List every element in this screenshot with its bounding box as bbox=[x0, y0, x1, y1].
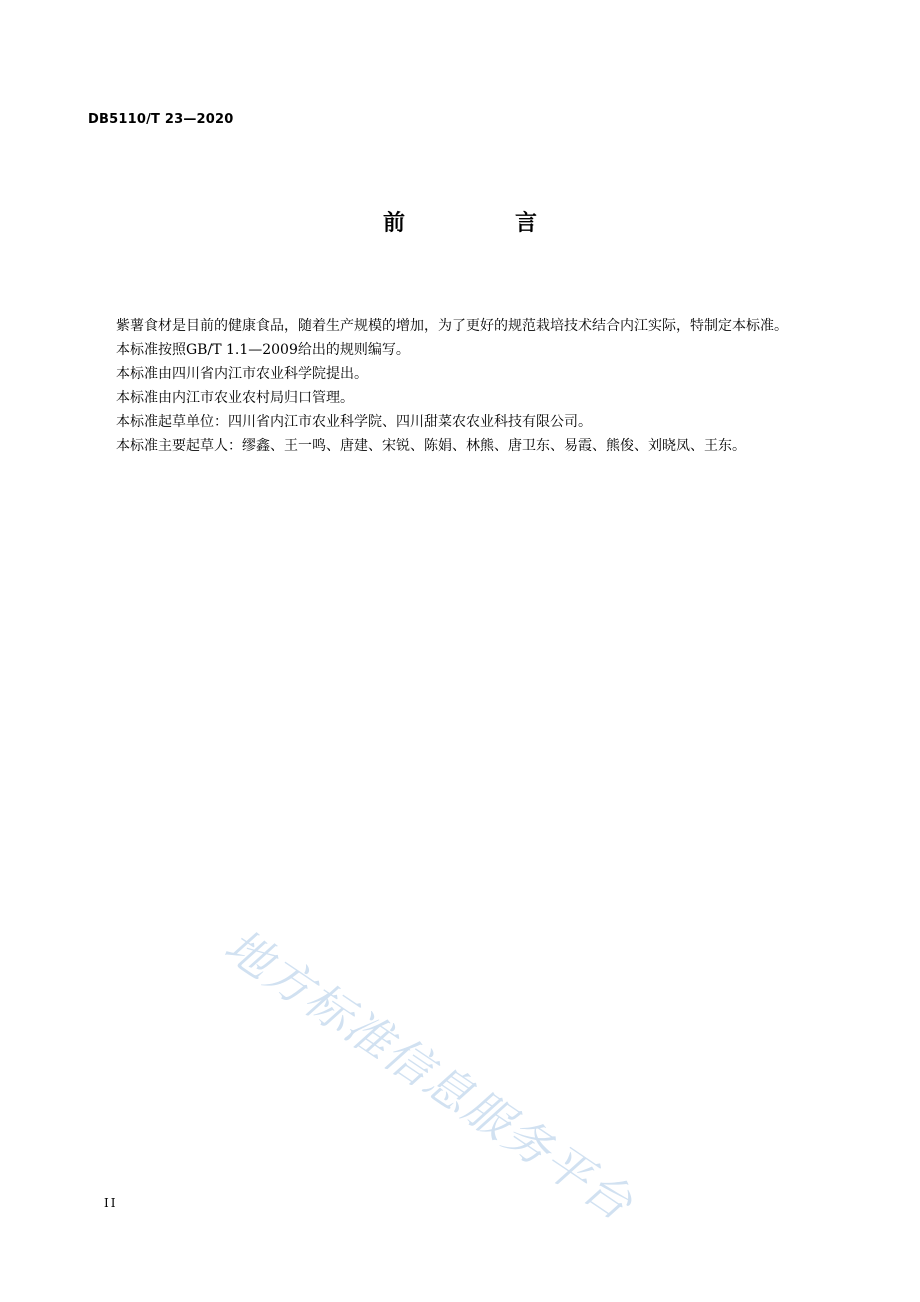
paragraph-proposer: 本标准由四川省内江市农业科学院提出。 bbox=[116, 366, 368, 382]
paragraph-drafters: 本标准主要起草人：缪鑫、王一鸣、唐建、宋锐、陈娟、林熊、唐卫东、易霞、熊俊、刘晓凤、王东。 bbox=[116, 438, 746, 454]
watermark: 地方标准信息服务平台 bbox=[215, 918, 644, 1232]
page-title: 前 言 bbox=[382, 211, 581, 236]
paragraph-intro: 紫薯食材是目前的健康食品，随着生产规模的增加，为了更好的规范栽培技术结合内江实际，特制定本标准。 bbox=[116, 318, 788, 334]
foreword-body bbox=[88, 314, 812, 458]
paragraph-drafting-rules: 本标准按照GB/T 1.1—2009给出的规则编写。 bbox=[116, 342, 410, 358]
page-number: II bbox=[104, 1196, 118, 1210]
paragraph-drafting-units: 本标准起草单位：四川省内江市农业科学院、四川甜菜农农业科技有限公司。 bbox=[116, 414, 592, 430]
paragraph-administrator: 本标准由内江市农业农村局归口管理。 bbox=[116, 390, 354, 406]
document-code: DB5110/T 23—2020 bbox=[88, 112, 234, 127]
